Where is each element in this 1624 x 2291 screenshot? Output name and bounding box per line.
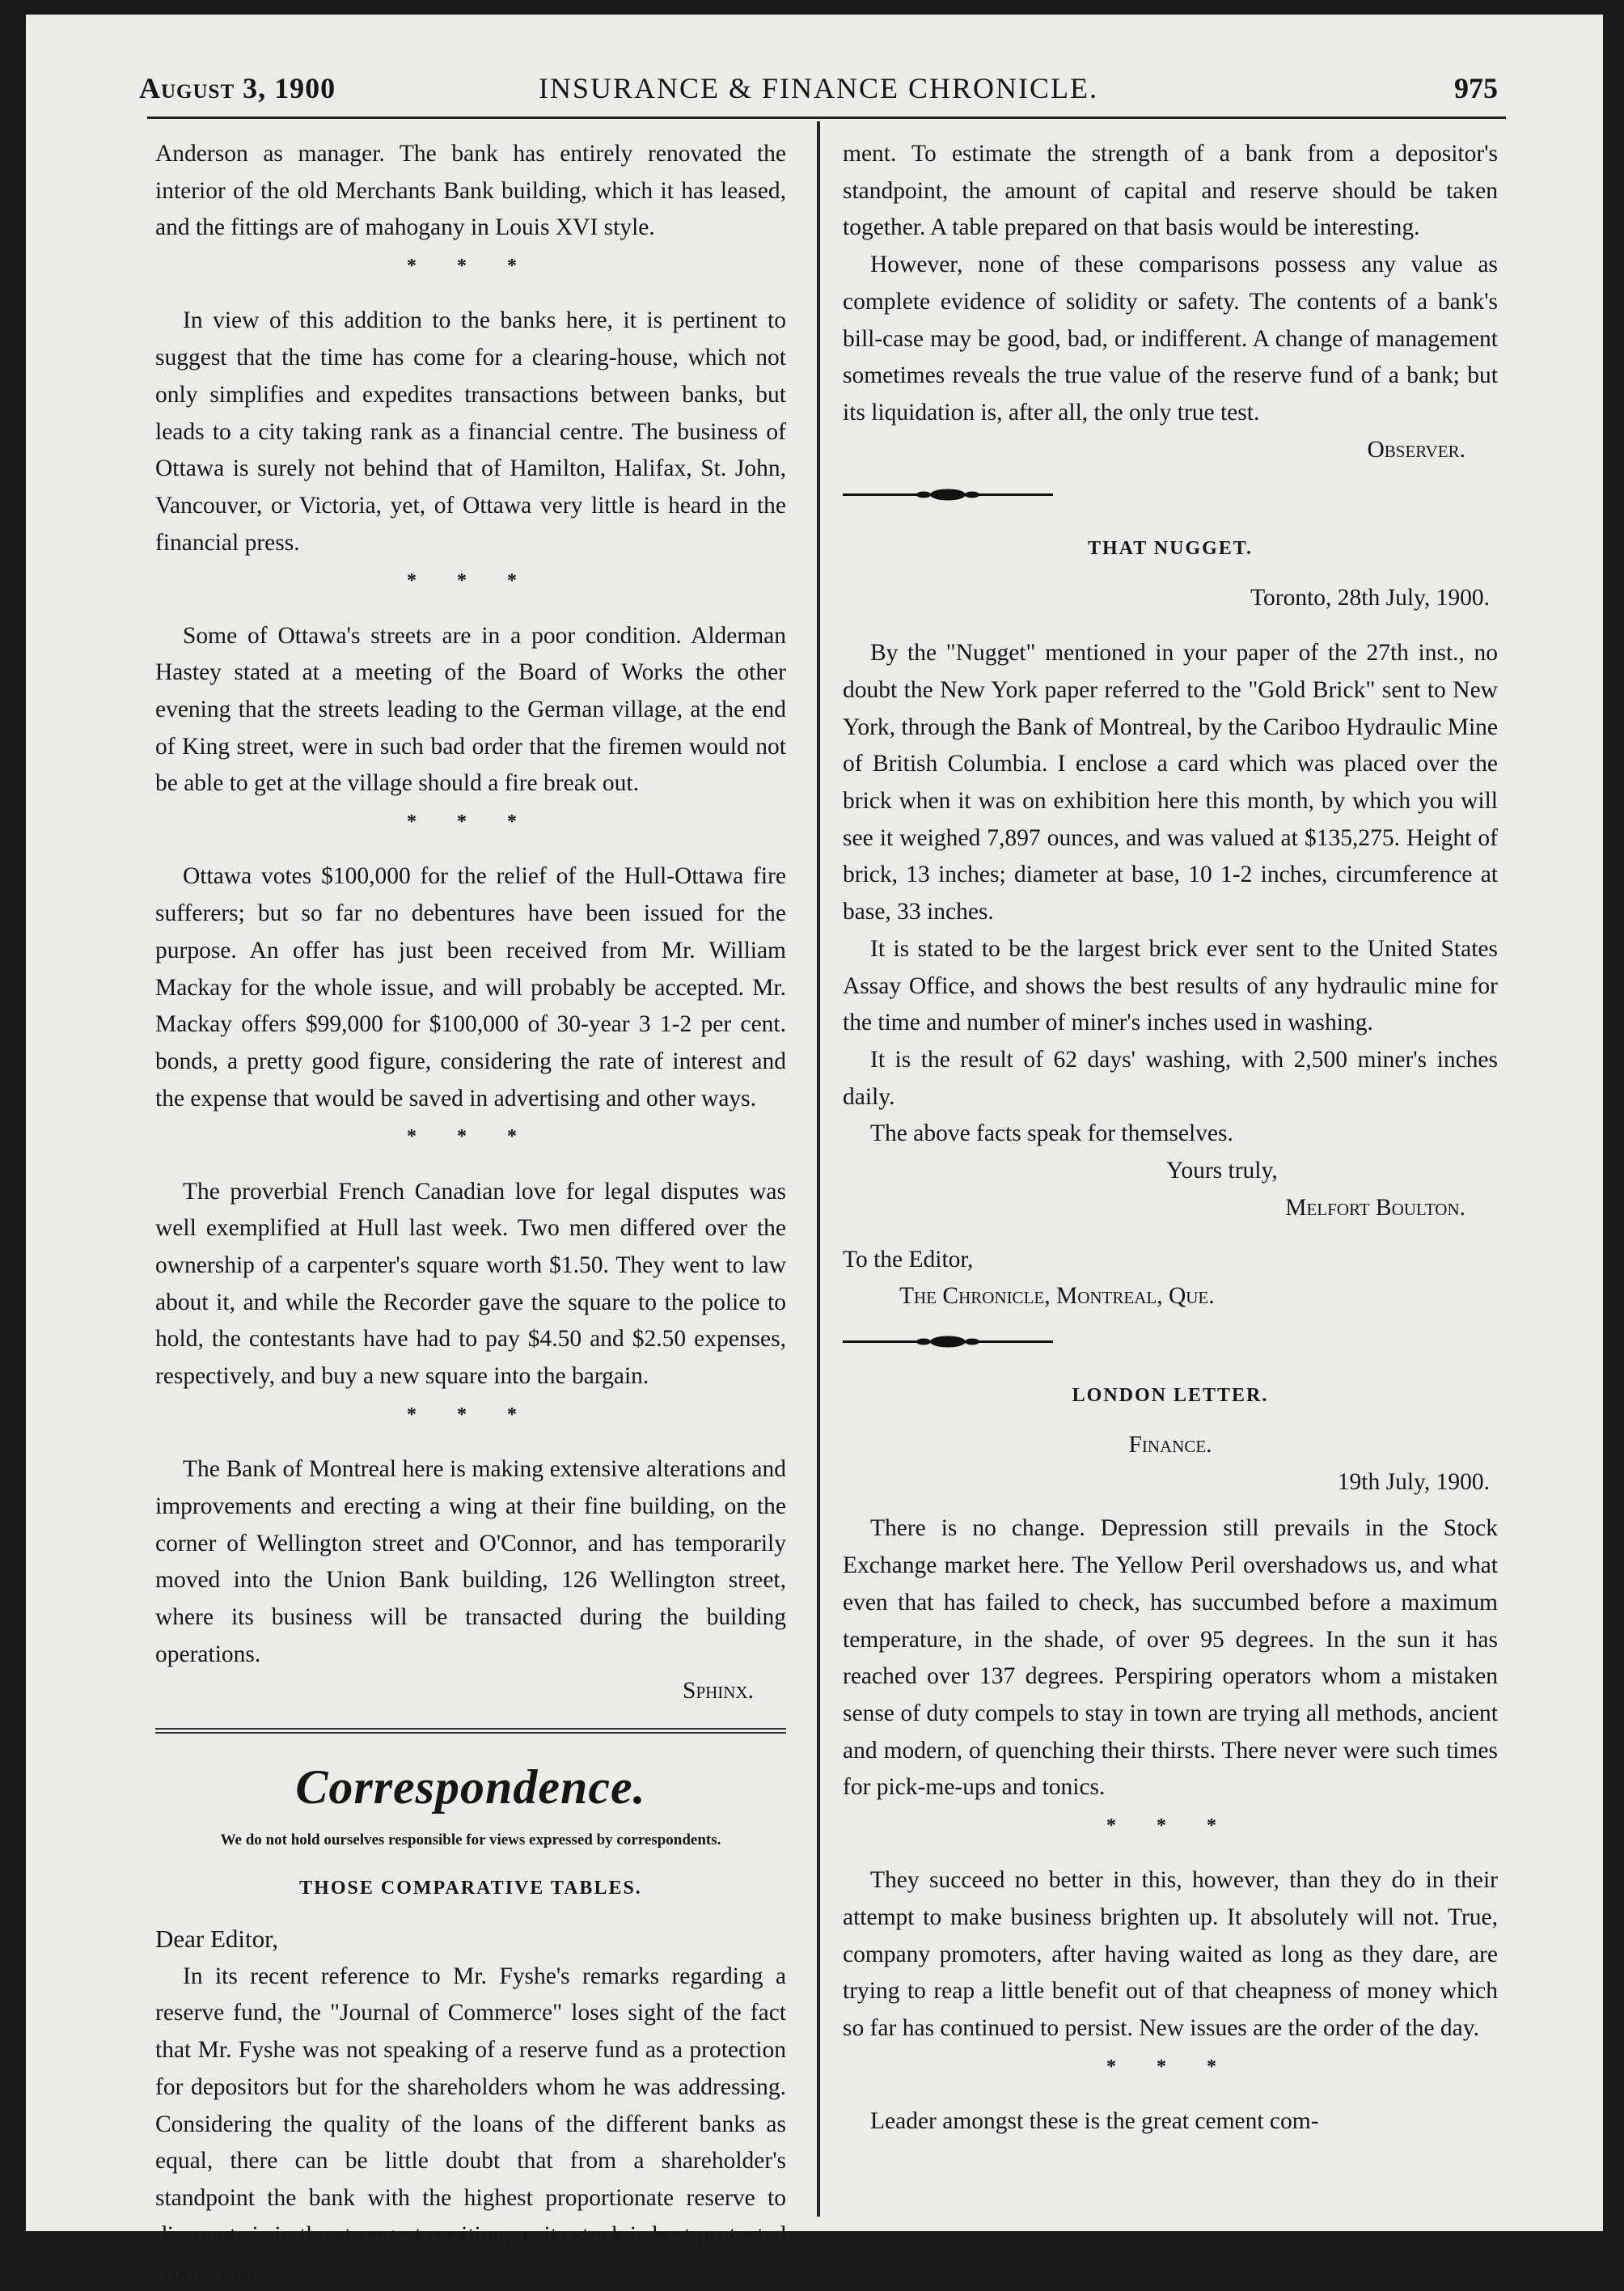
paragraph: Leader amongst these is the great cement com- — [870, 2108, 1319, 2135]
paragraph: Anderson as manager. The bank has entirely renovated the interior of the old Merchants Bank building, which it has leased, and the fittings are of mahogany in Louis XVI style. — [155, 141, 786, 241]
subheading: Finance. — [1128, 1431, 1212, 1458]
paragraph: The proverbial French Canadian love for legal disputes was well exemplified at Hull last week. Two men differed over the ownership of a carpenter's square worth $1.50. They went to law about it, and while the Recorder gave the square to the police to hold, the contestants have had to pay $4.50 and $2.50 expenses, respectively, and buy a new square into the bargain. — [155, 1178, 786, 1390]
left-column — [155, 136, 786, 2291]
article-heading: LONDON LETTER. — [1072, 1384, 1269, 1406]
paragraph: By the "Nugget" mentioned in your paper of the 27th inst., no doubt the New York paper referred to the "Gold Brick" sent to New York, through the Bank of Montreal, by the Cariboo Hydraulic Mine of British Columbia. I enclose a card which was placed over the brick when it was on exhibition here this month, by which you will see it weighed 7,897 ounces, and was valued at $135,275. Height of brick, 13 inches; diameter at base, 10 1-2 inches, circumference at base, 33 inches. — [843, 640, 1498, 925]
paragraph: The Bank of Montreal here is making extensive alterations and improvements and erecting a wing at their fine building, on the corner of Wellington street and O'Connor, and has temporarily moved into the Union Bank building, 126 Wellington street, where its business will be transacted during the building operations. — [155, 1456, 786, 1667]
salutation: Dear Editor, — [155, 1924, 278, 1953]
paragraph: In its recent reference to Mr. Fyshe's remarks regarding a reserve fund, the "Journal of Commerce" loses sight of the fact that Mr. Fyshe was not speaking of a reserve fund as a protection for depositors but for the shareholders whom he was addressing. Considering the quality of the loans of the different banks as equal, there can be little doubt that from a shareholder's standpoint the bank with the highest proportionate reserve to discounts is in the strongest position, as its stock is best protected from impair- — [155, 1963, 786, 2285]
paragraph: ment. To estimate the strength of a bank from a depositor's standpoint, the amount of capital and reserve should be taken together. A table prepared on that basis would be interesting. — [843, 141, 1498, 241]
paragraph: It is stated to be the largest brick ever sent to the United States Assay Office, and shows the best results of any hydraulic mine for the time and number of miner's inches used in washing. — [843, 935, 1498, 1036]
addressee-line: To the Editor, — [843, 1246, 974, 1273]
signature-sphinx: Sphinx. — [683, 1678, 754, 1704]
publication-title: INSURANCE & FINANCE CHRONICLE. — [538, 72, 1099, 104]
paragraph: In view of this addition to the banks here, it is pertinent to suggest that the time has come for a clearing-house, which not only simplifies and expedites transactions between banks, but leads to a city taking rank as a financial centre. The business of Ottawa is surely not behind that of Hamilton, Halifax, St. John, Vancouver, or Victoria, yet, of Ottawa very little is heard in the financial press. — [155, 307, 786, 556]
paragraph: Some of Ottawa's streets are in a poor condition. Alderman Hastey stated at a meeting of the Board of Works the other evening that the streets leading to the German village, at the end of King street, were in such bad order that the firemen would not be able to get at the village should a fire break out. — [155, 622, 786, 797]
paragraph: The above facts speak for themselves. — [870, 1120, 1233, 1147]
double-rule — [155, 1728, 786, 1734]
section-break-stars: * * * — [1106, 2056, 1234, 2077]
closing: Yours truly, — [1166, 1158, 1278, 1184]
paragraph: However, none of these comparisons possess any value as complete evidence of solidity or safety. The contents of a bank's bill-case may be good, bad, or indifferent. A change of management sometimes reveals the true value of the reserve fund of a bank; but its liquidation is, after all, the only true test. — [843, 252, 1498, 426]
issue-date: August 3, 1900 — [139, 72, 336, 104]
right-column — [843, 136, 1498, 2141]
paragraph: There is no change. Depression still prevails in the Stock Exchange market here. The Yellow Peril overshadows us, and what even that has failed to check, has succumbed before a maximum temperature, in the shade, of over 95 degrees. In the sun it has reached over 137 degrees. Perspiring operators whom a mistaken sense of duty compels to stay in town are trying all methods, ancient and modern, of quenching their thirsts. There never were such times for pick-me-ups and tonics. — [843, 1515, 1498, 1801]
dateline: 19th July, 1900. — [1337, 1468, 1490, 1495]
dateline: Toronto, 28th July, 1900. — [1250, 585, 1490, 612]
signature-observer: Observer. — [1367, 436, 1465, 463]
section-break-stars: * * * — [1106, 1815, 1234, 1837]
paragraph: It is the result of 62 days' washing, with 2,500 miner's inches daily. — [843, 1047, 1498, 1110]
section-break-stars: * * * — [407, 1126, 535, 1148]
signature-boulton: Melfort Boulton. — [1285, 1194, 1465, 1221]
section-break-stars: * * * — [407, 256, 535, 277]
article-heading: THAT NUGGET. — [1087, 538, 1254, 560]
page-number: 975 — [1454, 72, 1498, 104]
section-break-stars: * * * — [407, 1404, 535, 1425]
ornament-divider-icon — [843, 1333, 1053, 1349]
header-rule — [147, 116, 1506, 119]
ornament-divider-icon — [843, 486, 1053, 502]
paragraph: They succeed no better in this, however, than they do in their attempt to make business brighten up. It absolutely will not. True, company promoters, after having waited as long as they dare, are trying to reap a little benefit out of that cheapness of money which so far has continued to persist. New issues are the order of the day. — [843, 1867, 1498, 2042]
addressee-publication: The Chronicle, Montreal, Que. — [899, 1283, 1215, 1310]
column-divider — [817, 121, 820, 2217]
disclaimer: We do not hold ourselves responsible for views expressed by correspondents. — [220, 1832, 721, 1849]
section-break-stars: * * * — [407, 570, 535, 592]
newspaper-page — [26, 15, 1603, 2285]
paragraph: Ottawa votes $100,000 for the relief of the Hull-Ottawa fire sufferers; but so far no debentures have been issued for the purpose. An offer has just been received from Mr. William Mackay for the whole issue, and will probably be accepted. Mr. Mackay offers $99,000 for $100,000 of 30-year 3 1-2 per cent. bonds, a pretty good figure, considering the rate of interest and the expense that would be saved in advertising and other ways. — [155, 863, 786, 1112]
page-header — [139, 71, 1498, 120]
section-break-stars: * * * — [407, 811, 535, 833]
article-heading: THOSE COMPARATIVE TABLES. — [299, 1877, 642, 1899]
section-title-correspondence: Correspondence. — [295, 1760, 646, 1815]
